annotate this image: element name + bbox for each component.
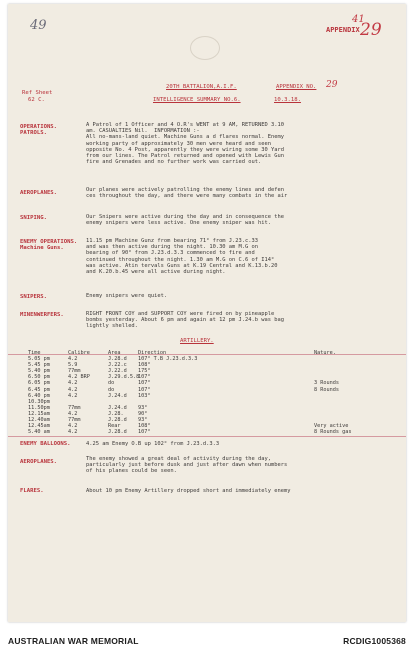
appendix-number-value: 29 [326, 80, 338, 90]
artillery-cell: J.28.d [108, 356, 127, 362]
artillery-cell: 107° [138, 380, 151, 387]
appendix-number-label: APPENDIX NO. [276, 84, 317, 90]
artillery-cell: 103° [138, 392, 151, 399]
section-label-sniping: SNIPING. [20, 215, 47, 221]
section-label-aeroplanes-2: AEROPLANES. [20, 459, 58, 465]
artillery-cell: 77mm [68, 404, 81, 411]
artillery-cell: J.28.d [108, 417, 127, 423]
artillery-cell: 4.2 [68, 392, 78, 399]
battalion-title: 20TH BATTALION,A.I.F. [166, 84, 237, 90]
artillery-cell: 77mm [68, 417, 81, 423]
artillery-cell: 5.9 [68, 362, 78, 369]
footer-id: RCDIG1005368 [343, 636, 406, 646]
artillery-cell: 8 Rounds [314, 386, 339, 393]
artillery-cell: J.24.d [108, 404, 127, 411]
summary-date: 10.3.18. [274, 97, 301, 103]
section-text-flares: About 10 pm Enemy Artillery dropped short and immediately enemy [86, 488, 291, 494]
artillery-cell: 107° [138, 386, 151, 393]
artillery-cell: J.22.c [108, 362, 127, 369]
artillery-cell: 5.40 am [28, 429, 50, 436]
artillery-cell: 3 Rounds [314, 380, 339, 387]
section-label-enemy-ops: ENEMY OPERATIONS. Machine Guns. [20, 239, 78, 252]
artillery-cell: J.28.d [108, 429, 127, 436]
artillery-col-nature: Nature. [314, 350, 336, 356]
artillery-cell: J.28. [108, 410, 124, 417]
section-text-sniping: Our Snipers were active during the day and in consequence the enemy snipers were less active. One enemy sniper was hit. [86, 214, 284, 227]
artillery-cell: J.29.d.5.8 [108, 374, 140, 381]
artillery-cell: Rear [108, 423, 121, 430]
artillery-cell: 8 Rounds gas [314, 429, 352, 436]
artillery-col-direction: Direction [138, 350, 167, 356]
section-text-aeroplanes: Our planes were actively patrolling the enemy lines and defen ces throughout the day, and there were many combats in the air [86, 187, 288, 200]
artillery-cell: do [108, 380, 115, 387]
section-label-snipers: SNIPERS. [20, 294, 47, 300]
artillery-cell: 107° [138, 429, 151, 436]
crest-watermark [190, 36, 220, 60]
artillery-cell: 93° [138, 417, 148, 423]
artillery-cell: 93° [138, 404, 148, 411]
artillery-cell: 5.40 pm [28, 368, 50, 375]
artillery-cell: 6.50 pm [28, 374, 50, 381]
appendix-top-number: 41 [352, 14, 365, 25]
section-text-operations: A Patrol of 1 Officer and 4 O.R's WENT at 9 AM, RETURNED 3.10 am. CASUALTIES Nil. INFORMATION :- All no-mans-land quiet. Machine Guns a d flares normal. Enemy working party of approximately 30 men were heard and seen opposite No. 4 Post, apparently they were wiring some 30 Yard from our lines. The Patrol returned and opened with Lewis Gun fire and Grenades and no further work was carried out. [86, 122, 284, 166]
artillery-cell: 108° [138, 362, 151, 369]
artillery-cell: 4.2 BRP [68, 374, 90, 381]
artillery-cell: 4.2 [68, 410, 78, 417]
artillery-cell: 4.2 [68, 386, 78, 393]
section-label-flares: FLARES. [20, 488, 44, 494]
artillery-col-time: Time [28, 350, 41, 356]
artillery-cell: Very active [314, 423, 349, 430]
artillery-cell: 4.2 [68, 423, 78, 430]
artillery-cell: 4.2 [68, 380, 78, 387]
ref-sheet-line1: Ref Sheet [22, 90, 53, 96]
artillery-cell: 10.30pm [28, 398, 50, 405]
artillery-cell: 6.45 pm [28, 386, 50, 393]
artillery-cell: 12.40am [28, 417, 50, 423]
artillery-cell: J.22.d [108, 368, 127, 375]
section-label-aeroplanes: AEROPLANES. [20, 190, 58, 196]
artillery-footer-rule [8, 436, 406, 437]
artillery-cell: 108° [138, 423, 151, 430]
artillery-cell: 5.45 pm [28, 362, 50, 369]
artillery-title: ARTILLERY. [180, 338, 214, 344]
document-page [8, 4, 406, 622]
section-text-snipers: Enemy snipers were quiet. [86, 293, 168, 299]
artillery-cell: 6.05 pm [28, 380, 50, 387]
artillery-cell: 175° [138, 368, 151, 375]
section-text-minenwerfers: RIGHT FRONT COY and SUPPORT COY were fired on by pineapple bombs yesterday. About 6 pm and again at 12 pm J.24.b was bag lightly shelled. [86, 311, 284, 330]
section-text-balloons: 4.25 am Enemy O.B up 102° from J.23.d.3.3 [86, 441, 220, 447]
artillery-cell: 77mm [68, 368, 81, 375]
ref-sheet-line2: 62 C. [28, 97, 45, 103]
artillery-cell: 12.45am [28, 423, 50, 430]
artillery-cell: 4.2 [68, 429, 78, 436]
section-text-enemy-ops: 11.15 pm Machine Gunz from bearing 71° from J.23.c.33 and was then active during the night. 10.30 am M.G on bearing of 90° from J.23.d.3.3 commenced to fire and continued throughout the night. 1.30 am M.G on C.6 of I14° was active. Atin tervals Guns at K.19 Central and K.13.b.20 and K.20.b.45 were all active during night. [86, 238, 278, 276]
appendix-handwritten-number: 29 [360, 20, 382, 40]
artillery-cell: 107° T.B J.23.d.3.3 [138, 356, 198, 362]
artillery-col-area: Area [108, 350, 121, 356]
summary-title: INTELLIGENCE SUMMARY NO.6. [153, 97, 241, 103]
section-label-operations: OPERATIONS. PATROLS. [20, 124, 58, 137]
appendix-stamp-label: APPENDIX [326, 26, 360, 34]
artillery-cell: 11.50pm [28, 404, 50, 411]
handwritten-page-number: 49 [30, 18, 47, 33]
artillery-cell: 6.40 pm [28, 392, 50, 399]
artillery-cell: do [108, 386, 115, 393]
artillery-cell: 90° [138, 410, 148, 417]
footer-source: AUSTRALIAN WAR MEMORIAL [8, 636, 139, 646]
artillery-cell: 4.2 [68, 356, 78, 362]
section-label-balloons: ENEMY BALLOONS. [20, 441, 71, 447]
artillery-cell: J.24.d [108, 392, 127, 399]
section-text-aeroplanes-2: The enemy showed a great deal of activity during the day, particularly just before dusk and just after dawn when numbers of his planes could be seen. [86, 456, 288, 475]
section-label-minenwerfers: MINENWERFERS. [20, 312, 64, 318]
artillery-cell: 107° [138, 374, 151, 381]
artillery-cell: 5.05 pm [28, 356, 50, 362]
artillery-cell: 12.15am [28, 410, 50, 417]
artillery-col-calibre: Calibre [68, 350, 90, 356]
